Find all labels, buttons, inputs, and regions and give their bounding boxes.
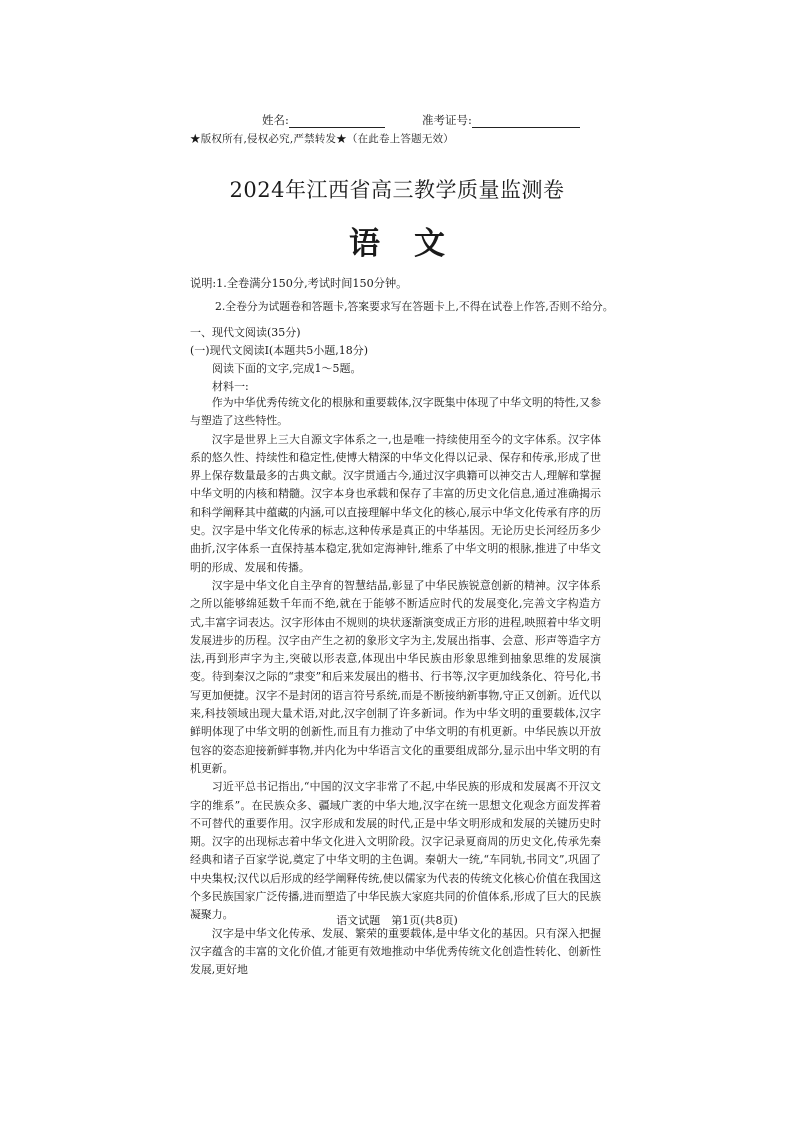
material-label: 材料一: [212,380,249,393]
paragraph: 汉字是中华文化自主孕育的智慧结晶,彰显了中华民族锐意创新的精神。汉字体系之所以能够绵延数千年而不绝,就在于能够不断适应时代的发展变化,完善文字构造方式,丰富字词表达。汉字形体由不规则的块状逐渐演变成正方形的进程,映照着中华文明发展进步的历程。汉字由产生之初的象形文字为主,发展出指事、会意、形声等造字方法,再到形声字为主,突破以形表意,体现出中华民族由形象思维到抽象思维的发展演变。待到秦汉之际的“隶变”和后来发展出的楷书、行书等,汉字更加线条化、符号化,书写更加便捷。汉字不是封闭的语言符号系统,而是不断接纳新事物,守正又创新。近代以来,科技领域出现大量术语,对此,汉字创制了许多新词。作为中华文明的重要载体,汉字鲜明体现了中华文明的创新性,而且有力推动了中华文明的有机更新。中华民族以开放包容的姿态迎接新鲜事物,并内化为中华语言文化的重要组成部分,显示出中华文明的有机更新。 [190,578,601,775]
copyright-notice: ★版权所有,侵权必究,严禁转发★（在此卷上答题无效） [190,133,454,145]
instruction-line-1: 说明:1.全卷满分150分,考试时间150分钟。 [190,277,408,290]
instruction-line-2: 2.全卷分为试题卷和答题卡,答案要求写在答题卡上,不得在试卷上作答,否则不给分。 [215,300,614,313]
exam-id-blank-line [472,114,580,128]
section-subtitle: (一)现代文阅读Ⅰ(本题共5小题,18分) [190,344,369,357]
exam-id-field[interactable] [422,112,580,128]
instructions [190,272,614,318]
name-field[interactable] [262,112,385,128]
paragraph: 汉字是世界上三大自源文字体系之一,也是唯一持续使用至今的文字体系。汉字体系的悠久性、持续性和稳定性,使博大精深的中华文化得以记录、保存和传承,形成了世界上保存数量最多的古典文献。汉字贯通古今,通过汉字典籍可以神交古人,理解和掌握中华文明的内核和精髓。汉字本身也承载和保存了丰富的历史文化信息,通过准确揭示和科学阐释其中蕴藏的内涵,可以直接理解中华文化的核心,展示中华文化传承有序的历史。汉字是中华文化传承的标志,这种传承是真正的中华基因。无论历史长河经历多少曲折,汉字体系一直保持基本稳定,犹如定海神针,维系了中华文明的根脉,推进了中华文明的形成、发展和传播。 [190,432,601,574]
reading-prompt: 阅读下面的文字,完成1～5题。 [212,362,362,375]
reading-material [190,394,601,980]
exam-id-label: 准考证号: [422,113,472,127]
subject-title: 语文 [349,226,479,262]
paragraph: 作为中华优秀传统文化的根脉和重要载体,汉字既集中体现了中华文明的特性,又参与塑造了这些特性。 [190,396,601,428]
name-blank-line [289,114,385,128]
section-title: 一、现代文阅读(35分) [190,326,301,339]
paragraph: 汉字是中华文化传承、发展、繁荣的重要载体,是中华文化的基因。只有深入把握汉字蕴含的丰富的文化价值,才能更有效地推动中华优秀传统文化创造性转化、创新性发展,更好地 [190,926,601,977]
paragraph: 习近平总书记指出,“中国的汉文字非常了不起,中华民族的形成和发展离不开汉文字的维系”。在民族众多、疆域广袤的中华大地,汉字在统一思想文化观念方面发挥着不可替代的重要作用。汉字形成和发展的时代,正是中华文明形成和发展的关键历史时期。汉字的出现标志着中华文化进入文明阶段。汉字记录夏商周的历史文化,传承先秦经典和诸子百家学说,奠定了中华文明的主色调。秦朝大一统,“车同轨,书同文”,巩固了中央集权;汉代以后形成的经学阐释传统,使以儒家为代表的传统文化核心价值在我国这个多民族国家广泛传播,进而塑造了中华民族大家庭共同的价值体系,形成了巨大的民族凝聚力。 [190,780,601,922]
name-label: 姓名: [262,113,289,127]
page-footer: 语文试题 第1页(共8页) [336,914,458,927]
exam-title: 2024年江西省高三教学质量监测卷 [229,178,565,202]
candidate-info [262,112,592,130]
section-heading [190,324,368,396]
